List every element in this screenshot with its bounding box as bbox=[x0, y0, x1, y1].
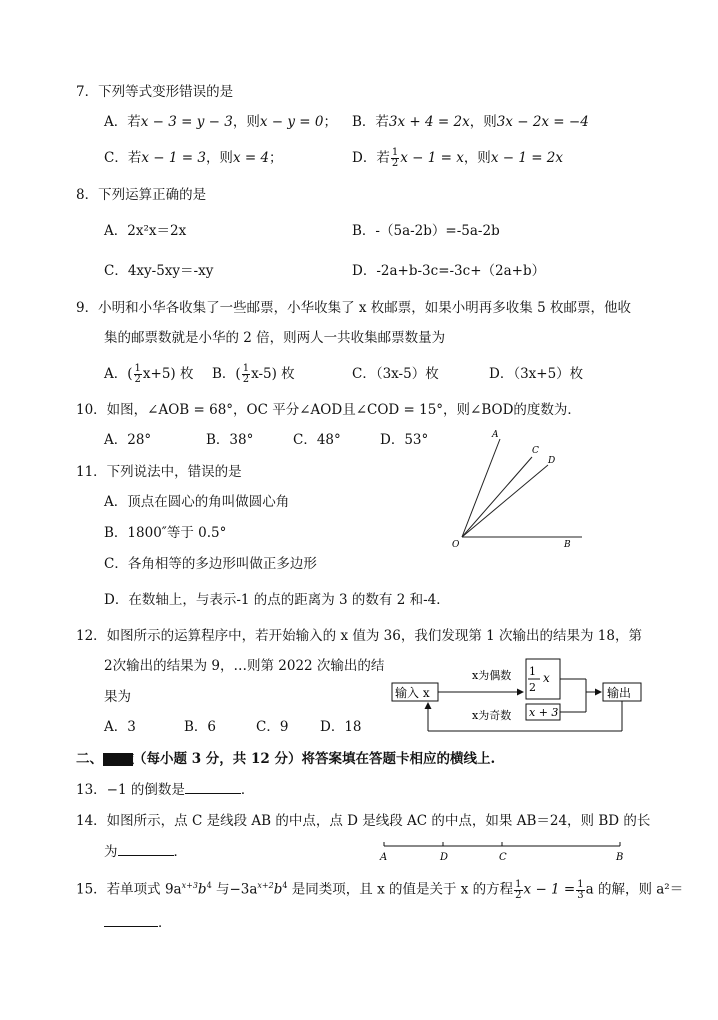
point-d-label: D bbox=[548, 456, 556, 466]
q12-option-a[interactable]: A．3 bbox=[104, 719, 136, 735]
even-label: x为偶数 bbox=[472, 669, 512, 682]
q12-line-3: 果为 bbox=[104, 689, 131, 705]
q9-line-1: 9．小明和小华各收集了一些邮票，小华收集了 x 枚邮票，如果小明再多收集 5 枚邮票，他收 bbox=[76, 300, 631, 316]
section-2-heading: 二、填空题（每小题 3 分，共 12 分）将答案填在答题卡相应的横线上. bbox=[76, 751, 496, 767]
q9-option-d[interactable]: D．（3x+5）枚 bbox=[489, 366, 584, 382]
q10-option-b[interactable]: B．38° bbox=[206, 432, 254, 448]
q11-stem: 11．下列说法中，错误的是 bbox=[76, 464, 242, 480]
q11-option-c[interactable]: C．各角相等的多边形叫做正多边形 bbox=[104, 556, 317, 572]
q7-option-a[interactable]: A．若x − 3 = y − 3，则x − y = 0； bbox=[104, 114, 337, 130]
section-2-title: 填空题 bbox=[103, 753, 133, 766]
plus3-label: x + 3 bbox=[529, 706, 559, 719]
point-o-label: O bbox=[452, 540, 460, 550]
fraction: $\frac{1}{2}$ bbox=[242, 363, 250, 385]
q8-option-b[interactable]: B．-（5a-2b）=-5a-2b bbox=[352, 223, 500, 239]
angle-figure bbox=[440, 425, 590, 555]
input-label: 输入 x bbox=[395, 686, 430, 700]
flowchart bbox=[388, 655, 648, 743]
q15-line-2: ． bbox=[104, 914, 172, 932]
q7-option-b[interactable]: B．若3x + 4 = 2x，则3x − 2x = −4 bbox=[352, 114, 589, 130]
q10-option-d[interactable]: D．53° bbox=[380, 432, 429, 448]
q10-option-c[interactable]: C．48° bbox=[293, 432, 341, 448]
q12-option-b[interactable]: B．6 bbox=[184, 719, 217, 735]
fraction: $\frac{1}{2}$ bbox=[515, 878, 522, 901]
q15-answer-blank[interactable] bbox=[104, 926, 158, 927]
q11-option-b[interactable]: B．1800″等于 0.5° bbox=[104, 525, 227, 541]
point-b-label: B bbox=[564, 540, 571, 550]
q15-line-1: 15．若单项式 $9a^{x+3}b^4$ 与$-3a^{x+2}b^4$ 是同类项，且 x 的值是关于 x 的方程 $\frac{1}{2}$ x − 1 = $\frac{1}{3}$ a 的解，则 a²＝ bbox=[76, 878, 684, 901]
q7-stem: 7．下列等式变形错误的是 bbox=[76, 84, 234, 100]
half-numerator: 1 bbox=[529, 665, 536, 678]
q14-line-2: 为 ． bbox=[104, 844, 187, 860]
q9-line-2: 集的邮票数就是小华的 2 倍，则两人一共收集邮票数量为 bbox=[104, 330, 446, 346]
point-a-label: A bbox=[492, 430, 499, 440]
q11-option-d[interactable]: D．在数轴上，与表示-1 的点的距离为 3 的数有 2 和-4． bbox=[104, 592, 450, 608]
q8-stem: 8．下列运算正确的是 bbox=[76, 187, 207, 203]
q7-option-c[interactable]: C．若x − 1 = 3，则x = 4； bbox=[104, 150, 283, 166]
q14-line-1: 14．如图所示，点 C 是线段 AB 的中点，点 D 是线段 AC 的中点，如果 AB＝24，则 BD 的长 bbox=[76, 813, 651, 829]
q12-line-2: 2次输出的结果为 9，…则第 2022 次输出的结 bbox=[104, 658, 385, 674]
segment-a-label: A bbox=[380, 852, 388, 863]
q12-line-1: 12．如图所示的运算程序中，若开始输入的 x 值为 36，我们发现第 1 次输出的结果为 18，第 bbox=[76, 628, 642, 644]
q8-option-d[interactable]: D．-2a+b-3c=-3c+（2a+b） bbox=[352, 263, 546, 279]
q7-option-d[interactable]: D．若 $\frac{1}{2}$ x − 1 = x，则x − 1 = 2x bbox=[352, 147, 564, 169]
odd-label: x为奇数 bbox=[472, 709, 512, 722]
fraction: $\frac{1}{2}$ bbox=[134, 363, 141, 385]
point-c-label: C bbox=[532, 446, 539, 456]
segment-b-label: B bbox=[616, 852, 624, 863]
q13-answer-blank[interactable] bbox=[185, 793, 241, 794]
q8-option-c[interactable]: C．4xy-5xy＝-xy bbox=[104, 263, 214, 279]
segment-d-label: D bbox=[440, 852, 449, 863]
q14-answer-blank[interactable] bbox=[118, 855, 174, 856]
segment-figure bbox=[376, 838, 631, 864]
q10-option-a[interactable]: A．28° bbox=[104, 432, 152, 448]
q9-option-c[interactable]: C．（3x-5）枚 bbox=[352, 366, 439, 382]
half-x: x bbox=[543, 671, 550, 685]
fraction: $\frac{1}{3}$ bbox=[577, 878, 584, 901]
q11-option-a[interactable]: A．顶点在圆心的角叫做圆心角 bbox=[104, 494, 290, 510]
q12-option-d[interactable]: D．18 bbox=[320, 719, 362, 735]
fraction: $\frac{1}{2}$ bbox=[391, 147, 399, 169]
q12-option-c[interactable]: C．9 bbox=[256, 719, 289, 735]
q9-option-a[interactable]: A．( $\frac{1}{2}$ x+5) 枚 bbox=[104, 363, 194, 385]
q8-option-a[interactable]: A．2x²x＝2x bbox=[104, 223, 187, 239]
q13: 13．−1 的倒数是 ． bbox=[76, 782, 255, 798]
output-label: 输出 bbox=[607, 686, 632, 700]
segment-c-label: C bbox=[499, 852, 507, 863]
q9-option-b[interactable]: B．( $\frac{1}{2}$ x-5) 枚 bbox=[212, 363, 295, 385]
q10-stem: 10．如图，∠AOB = 68°，OC 平分∠AOD且∠COD = 15°，则∠BOD的度数为． bbox=[76, 402, 581, 418]
half-denominator: 2 bbox=[529, 681, 536, 694]
